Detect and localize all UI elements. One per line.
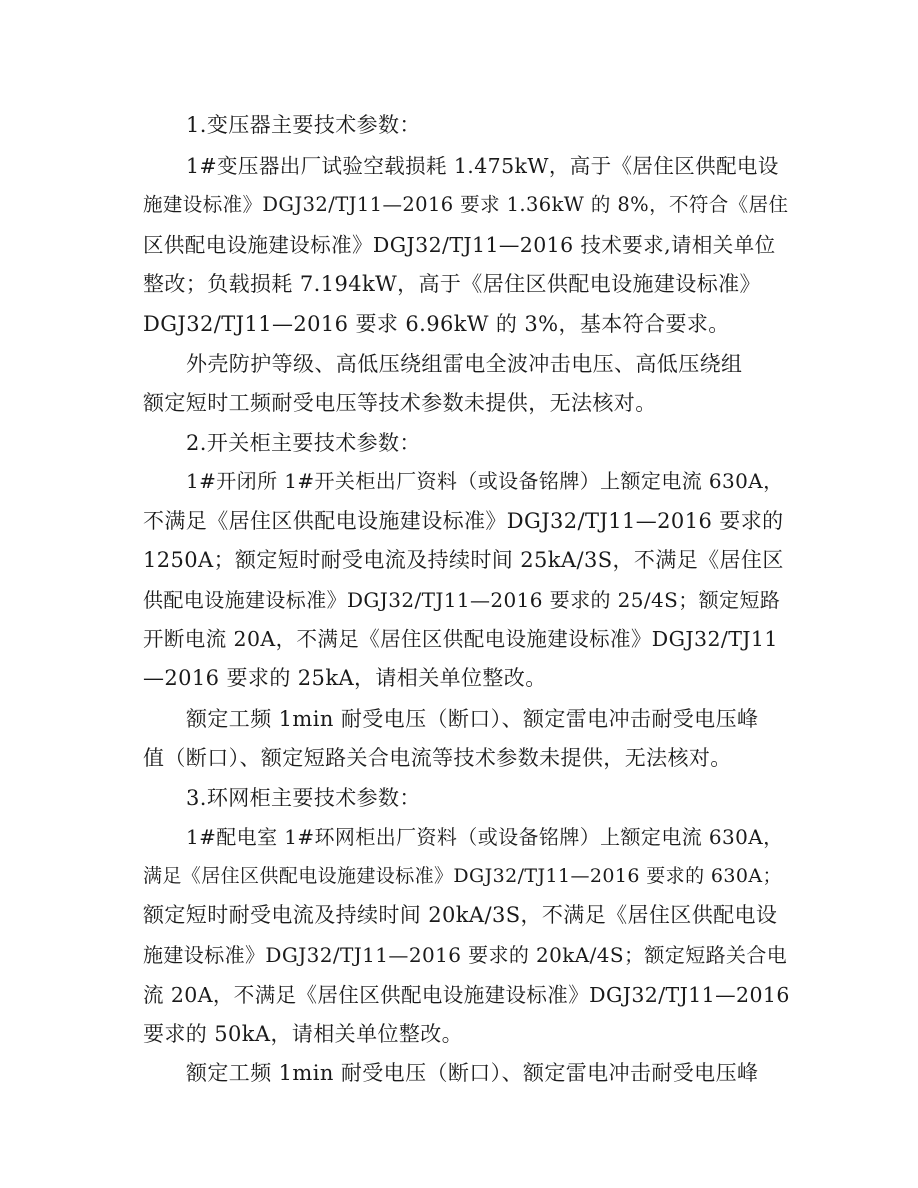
- paragraph-line: —2016 要求的 25kA，请相关单位整改。: [143, 666, 547, 690]
- paragraph-line: 要求的 50kA，请相关单位整改。: [143, 1022, 464, 1046]
- paragraph-line: 外壳防护等级、高低压绕组雷电全波冲击电压、高低压绕组: [186, 352, 743, 376]
- paragraph-line: 区供配电设施建设标准》DGJ32/TJ11—2016 技术要求,请相关单位: [143, 233, 776, 257]
- paragraph-line: 额定短时工频耐受电压等技术参数未提供，无法核对。: [143, 391, 657, 415]
- paragraph-line: 供配电设施建设标准》DGJ32/TJ11—2016 要求的 25/4S；额定短路: [143, 588, 781, 612]
- paragraph-line: 1#变压器出厂试验空载损耗 1.475kW，高于《居住区供配电设: [186, 154, 779, 178]
- paragraph-line: 1250A；额定短时耐受电流及持续时间 25kA/3S，不满足《居住区: [143, 548, 784, 572]
- paragraph-line: 1#开闭所 1#开关柜出厂资料（或设备铭牌）上额定电流 630A，: [186, 469, 784, 493]
- section-heading-ring-main-unit: 3.环网柜主要技术参数：: [186, 786, 421, 810]
- section-heading-transformer: 1.变压器主要技术参数：: [186, 113, 421, 137]
- paragraph-line: 1#配电室 1#环网柜出厂资料（或设备铭牌）上额定电流 630A，: [186, 825, 784, 849]
- paragraph-line: 额定工频 1min 耐受电压（断口）、额定雷电冲击耐受电压峰: [186, 1061, 759, 1085]
- paragraph-line: 额定短时耐受电流及持续时间 20kA/3S，不满足《居住区供配电设: [143, 903, 778, 927]
- paragraph-line: 额定工频 1min 耐受电压（断口）、额定雷电冲击耐受电压峰: [186, 707, 759, 731]
- paragraph-line: 整改；负载损耗 7.194kW，高于《居住区供配电设施建设标准》: [143, 272, 761, 296]
- section-heading-switchgear: 2.开关柜主要技术参数：: [186, 431, 421, 455]
- paragraph-line: 满足《居住区供配电设施建设标准》DGJ32/TJ11—2016 要求的 630A；: [143, 865, 782, 887]
- paragraph-line: 流 20A，不满足《居住区供配电设施建设标准》DGJ32/TJ11—2016: [143, 983, 790, 1007]
- paragraph-line: 施建设标准》DGJ32/TJ11—2016 要求 1.36kW 的 8%，不符合《居住: [143, 193, 789, 216]
- paragraph-line: 施建设标准》DGJ32/TJ11—2016 要求的 20kA/4S；额定短路关合电: [143, 943, 788, 967]
- paragraph-line: 不满足《居住区供配电设施建设标准》DGJ32/TJ11—2016 要求的: [143, 509, 784, 533]
- paragraph-line: 值（断口）、额定短路关合电流等技术参数未提供，无法核对。: [143, 746, 732, 770]
- paragraph-line: DGJ32/TJ11—2016 要求 6.96kW 的 3%，基本符合要求。: [143, 312, 730, 336]
- paragraph-line: 开断电流 20A，不满足《居住区供配电设施建设标准》DGJ32/TJ11: [143, 627, 778, 651]
